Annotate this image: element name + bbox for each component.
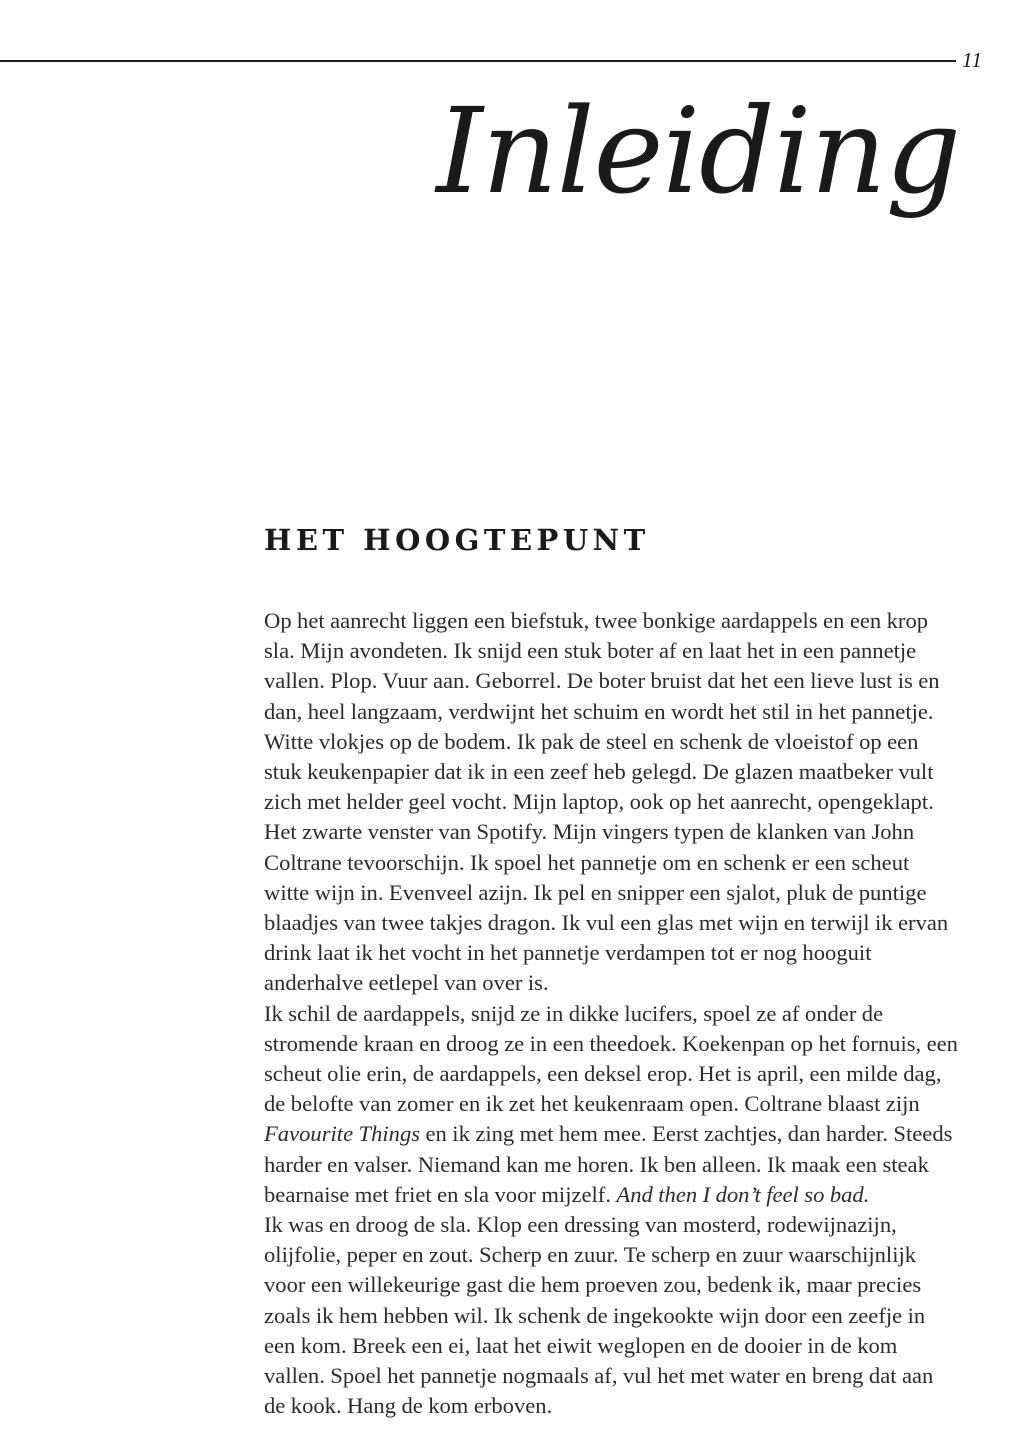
paragraph — [264, 999, 958, 1210]
italic-run: Favourite Things — [264, 1121, 421, 1147]
section-heading: HET HOOGTEPUNT — [264, 523, 650, 557]
running-head — [0, 44, 1020, 84]
text-run: Ik was en droog de sla. Klop een dressing van mosterd, rodewijnazijn, olijfolie, peper en zout. Scherp en zuur. Te scherp en zuur waarschijnlijk voor een willekeurige gast die hem proeven zou, bedenk ik, maar precies zoals ik hem hebben wil. Ik schenk de ingekookte wijn door een zeefje in een kom. Breek een ei, laat het eiwit weglopen en de dooier in de kom vallen. Spoel het pannetje nogmaals af, vul het met water en breng dat aan de kook. Hang de kom erboven. — [264, 1212, 934, 1419]
italic-run: And then I don’t feel so bad. — [616, 1181, 870, 1207]
paragraph — [264, 1210, 958, 1421]
text-run: en ik zing met hem mee. Eerst zachtjes, dan harder. Steeds harder en valser. Niemand kan me horen. Ik ben alleen. Ik maak een steak bearnaise met friet en sla voor mijzelf. — [264, 1121, 953, 1207]
body-text — [264, 606, 958, 1421]
page-number: 11 — [962, 48, 983, 72]
text-run: Ik schil de aardappels, snijd ze in dikke lucifers, spoel ze af onder de stromende kraan en droog ze in een theedoek. Koekenpan op het fornuis, een scheut olie erin, de aardappels, een deksel erop. Het is april, een milde dag, de belofte van zomer en ik zet het keukenraam open. Coltrane blaast zijn — [264, 1000, 958, 1117]
text-run: Op het aanrecht liggen een biefstuk, twee bonkige aardappels en een krop sla. Mijn avondeten. Ik snijd een stuk boter af en laat het in een pannetje vallen. Plop. Vuur aan. Geborrel. De boter bruist dat het een lieve lust is en dan, heel langzaam, verdwijnt het schuim en wordt het stil in het pannetje. Witte vlokjes op de bodem. Ik pak de steel en schenk de vloeistof op een stuk keukenpapier dat ik in een zeef heb gelegd. De glazen maatbeker vult zich met helder geel vocht. Mijn laptop, ook op het aanrecht, opengeklapt. Het zwarte venster van Spotify. Mijn vingers typen de klanken van John Coltrane tevoorschijn. Ik spoel het pannetje om en schenk er een scheut witte wijn in. Evenveel azijn. Ik pel en snipper een sjalot, pluk de puntige blaadjes van twee takjes dragon. Ik vul een glas met wijn en terwijl ik ervan drink laat ik het vocht in het pannetje verdampen tot er nog hooguit anderhalve eetlepel van over is. — [264, 608, 949, 996]
chapter-title: Inleiding — [436, 82, 960, 220]
text-column — [264, 520, 958, 1421]
header-rule — [0, 60, 956, 62]
paragraph — [264, 606, 958, 999]
